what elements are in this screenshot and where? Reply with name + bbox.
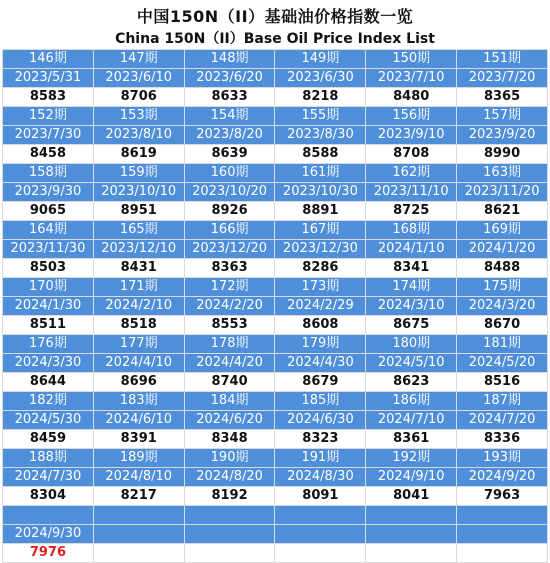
value-cell: 8583 [3,88,94,107]
date-row [3,297,548,316]
period-cell: 159期 [93,164,184,183]
value-cell: 8391 [93,430,184,449]
date-cell: 2024/1/20 [457,240,548,259]
value-cell: 8516 [457,373,548,392]
date-cell: 2023/7/20 [457,69,548,88]
value-cell: 8679 [275,373,366,392]
value-cell: 8041 [366,487,457,506]
period-cell: 171期 [93,278,184,297]
date-cell: 2024/3/30 [3,354,94,373]
period-row [3,164,548,183]
period-cell: 161期 [275,164,366,183]
value-cell: 8706 [93,88,184,107]
value-cell: 8218 [275,88,366,107]
date-row [3,69,548,88]
empty-cell [93,525,184,544]
value-row [3,373,548,392]
period-cell: 158期 [3,164,94,183]
period-row [3,221,548,240]
value-cell: 8511 [3,316,94,335]
date-cell: 2024/4/10 [93,354,184,373]
period-cell: 191期 [275,449,366,468]
value-row [3,88,548,107]
date-cell: 2023/8/30 [275,126,366,145]
value-row [3,316,548,335]
period-cell: 193期 [457,449,548,468]
value-cell: 8725 [366,202,457,221]
date-cell: 2023/8/20 [184,126,275,145]
date-cell: 2023/10/10 [93,183,184,202]
period-cell: 155期 [275,107,366,126]
date-row [3,411,548,430]
date-cell: 2023/9/10 [366,126,457,145]
value-cell: 8363 [184,259,275,278]
date-cell: 2024/4/30 [275,354,366,373]
value-cell: 8336 [457,430,548,449]
value-cell: 8361 [366,430,457,449]
period-cell: 166期 [184,221,275,240]
period-cell: 163期 [457,164,548,183]
period-cell: 156期 [366,107,457,126]
date-cell: 2023/12/30 [275,240,366,259]
date-cell: 2024/4/20 [184,354,275,373]
value-row [3,544,548,563]
value-cell: 8503 [3,259,94,278]
period-cell: 179期 [275,335,366,354]
period-row [3,335,548,354]
period-cell: 149期 [275,50,366,69]
value-cell: 8192 [184,487,275,506]
period-cell: 153期 [93,107,184,126]
empty-cell [93,506,184,525]
value-cell: 8891 [275,202,366,221]
value-cell: 8553 [184,316,275,335]
date-cell: 2023/10/20 [184,183,275,202]
date-cell: 2023/9/30 [3,183,94,202]
period-cell: 151期 [457,50,548,69]
date-row [3,126,548,145]
period-row [3,50,548,69]
period-cell: 192期 [366,449,457,468]
value-cell: 8091 [275,487,366,506]
period-cell: 148期 [184,50,275,69]
date-row [3,525,548,544]
value-cell: 8323 [275,430,366,449]
value-cell: 8518 [93,316,184,335]
period-cell: 172期 [184,278,275,297]
period-cell: 183期 [93,392,184,411]
price-index-table [2,49,548,563]
date-cell: 2024/9/10 [366,468,457,487]
value-cell: 8341 [366,259,457,278]
value-cell: 7963 [457,487,548,506]
period-row [3,392,548,411]
period-cell: 168期 [366,221,457,240]
date-cell: 2023/6/20 [184,69,275,88]
date-cell: 2023/7/10 [366,69,457,88]
date-cell: 2023/12/20 [184,240,275,259]
date-row [3,354,548,373]
value-cell: 8621 [457,202,548,221]
value-cell: 8633 [184,88,275,107]
period-row [3,449,548,468]
period-cell: 146期 [3,50,94,69]
date-cell: 2024/9/30 [3,525,94,544]
date-cell: 2023/7/30 [3,126,94,145]
period-cell: 164期 [3,221,94,240]
value-cell: 8623 [366,373,457,392]
value-row [3,259,548,278]
value-cell: 8304 [3,487,94,506]
empty-cell [275,525,366,544]
date-row [3,468,548,487]
period-cell: 178期 [184,335,275,354]
date-cell: 2024/8/20 [184,468,275,487]
empty-cell [184,525,275,544]
period-cell: 160期 [184,164,275,183]
value-cell: 8696 [93,373,184,392]
period-cell: 165期 [93,221,184,240]
value-cell: 8459 [3,430,94,449]
date-cell: 2024/5/20 [457,354,548,373]
empty-cell [184,506,275,525]
period-cell: 176期 [3,335,94,354]
period-cell [3,506,94,525]
value-row [3,487,548,506]
title-english: China 150N（II）Base Oil Price Index List [115,31,435,47]
value-cell: 8348 [184,430,275,449]
value-cell: 8431 [93,259,184,278]
period-cell: 170期 [3,278,94,297]
period-cell: 177期 [93,335,184,354]
value-cell: 7976 [3,544,94,563]
empty-cell [366,506,457,525]
value-cell: 8488 [457,259,548,278]
date-row [3,240,548,259]
date-cell: 2023/11/20 [457,183,548,202]
value-cell: 8588 [275,145,366,164]
date-cell: 2024/8/10 [93,468,184,487]
empty-cell [93,544,184,563]
period-cell: 157期 [457,107,548,126]
value-cell: 8217 [93,487,184,506]
value-cell: 8951 [93,202,184,221]
date-cell: 2023/12/10 [93,240,184,259]
date-cell: 2023/6/10 [93,69,184,88]
period-cell: 180期 [366,335,457,354]
value-cell: 8480 [366,88,457,107]
value-cell: 8708 [366,145,457,164]
period-cell: 174期 [366,278,457,297]
date-cell: 2024/5/30 [3,411,94,430]
value-cell: 8286 [275,259,366,278]
period-row [3,506,548,525]
empty-cell [184,544,275,563]
date-cell: 2023/9/20 [457,126,548,145]
empty-cell [366,544,457,563]
date-cell: 2024/5/10 [366,354,457,373]
value-cell: 8740 [184,373,275,392]
value-cell: 8644 [3,373,94,392]
date-cell: 2024/2/10 [93,297,184,316]
date-cell: 2024/7/30 [3,468,94,487]
empty-cell [275,506,366,525]
value-cell: 8639 [184,145,275,164]
period-cell: 185期 [275,392,366,411]
period-cell: 184期 [184,392,275,411]
empty-cell [275,544,366,563]
period-cell: 186期 [366,392,457,411]
period-cell: 175期 [457,278,548,297]
date-cell: 2023/5/31 [3,69,94,88]
period-cell: 169期 [457,221,548,240]
period-cell: 167期 [275,221,366,240]
value-cell: 8670 [457,316,548,335]
date-cell: 2024/8/30 [275,468,366,487]
period-cell: 147期 [93,50,184,69]
value-cell: 8990 [457,145,548,164]
date-cell: 2024/2/20 [184,297,275,316]
period-cell: 190期 [184,449,275,468]
value-row [3,430,548,449]
date-cell: 2024/1/30 [3,297,94,316]
period-cell: 173期 [275,278,366,297]
date-cell: 2024/7/20 [457,411,548,430]
date-cell: 2024/6/20 [184,411,275,430]
date-cell: 2024/3/20 [457,297,548,316]
value-row [3,145,548,164]
date-cell: 2024/9/20 [457,468,548,487]
date-cell: 2023/11/10 [366,183,457,202]
date-cell: 2024/1/10 [366,240,457,259]
date-row [3,183,548,202]
date-cell: 2023/11/30 [3,240,94,259]
period-cell: 154期 [184,107,275,126]
date-cell: 2024/7/10 [366,411,457,430]
period-row [3,278,548,297]
period-cell: 152期 [3,107,94,126]
value-cell: 8608 [275,316,366,335]
value-cell: 9065 [3,202,94,221]
date-cell: 2024/6/10 [93,411,184,430]
empty-cell [457,544,548,563]
period-cell: 189期 [93,449,184,468]
period-cell: 182期 [3,392,94,411]
period-cell: 150期 [366,50,457,69]
period-cell: 188期 [3,449,94,468]
date-cell: 2024/6/30 [275,411,366,430]
period-cell: 187期 [457,392,548,411]
value-cell: 8675 [366,316,457,335]
date-cell: 2024/3/10 [366,297,457,316]
empty-cell [366,525,457,544]
date-cell: 2023/8/10 [93,126,184,145]
value-cell: 8365 [457,88,548,107]
value-cell: 8926 [184,202,275,221]
date-cell: 2023/6/30 [275,69,366,88]
empty-cell [457,506,548,525]
title-chinese: 中国150N（II）基础油价格指数一览 [136,7,414,26]
value-cell: 8458 [3,145,94,164]
period-cell: 162期 [366,164,457,183]
value-cell: 8619 [93,145,184,164]
date-cell: 2024/2/29 [275,297,366,316]
value-row [3,202,548,221]
empty-cell [457,525,548,544]
period-cell: 181期 [457,335,548,354]
date-cell: 2023/10/30 [275,183,366,202]
period-row [3,107,548,126]
